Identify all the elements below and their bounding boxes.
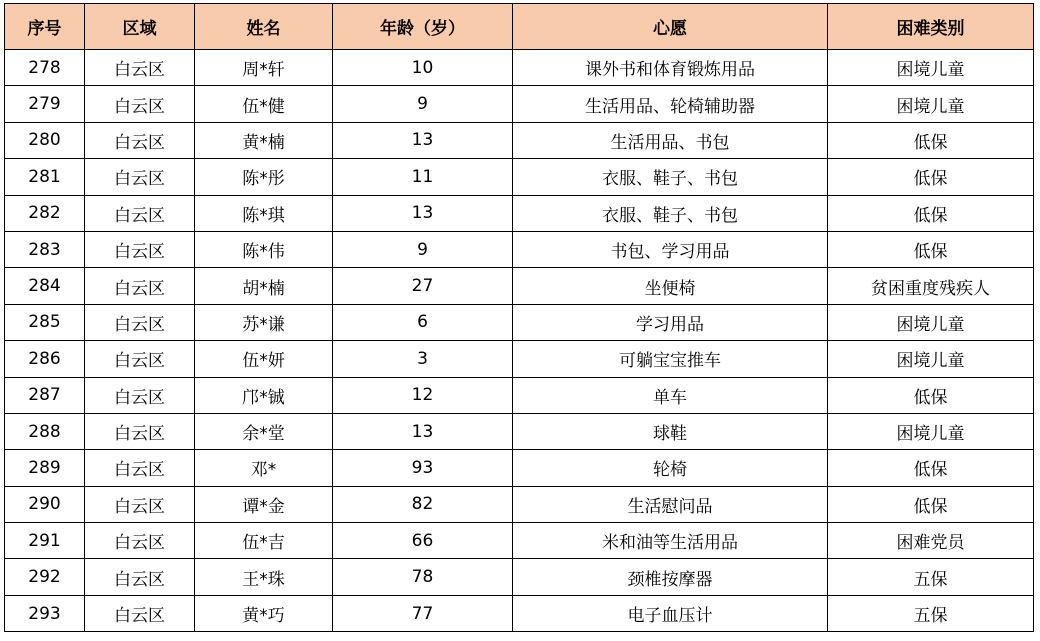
cell-serial: 293 [5, 595, 85, 631]
cell-region: 白云区 [85, 304, 195, 340]
table-row [5, 486, 1034, 522]
cell-name: 王*珠 [195, 559, 333, 595]
cell-serial: 279 [5, 86, 85, 122]
table-row [5, 595, 1034, 631]
cell-hardship-category: 低保 [828, 122, 1034, 158]
cell-age: 3 [333, 341, 513, 377]
cell-name: 余*堂 [195, 413, 333, 449]
cell-region: 白云区 [85, 195, 195, 231]
table-row [5, 523, 1034, 559]
table-row [5, 195, 1034, 231]
cell-age: 6 [333, 304, 513, 340]
cell-hardship-category: 困境儿童 [828, 86, 1034, 122]
cell-region: 白云区 [85, 377, 195, 413]
cell-name: 邓* [195, 450, 333, 486]
cell-region: 白云区 [85, 413, 195, 449]
cell-wish: 球鞋 [513, 413, 828, 449]
table-row [5, 304, 1034, 340]
cell-hardship-category: 低保 [828, 159, 1034, 195]
cell-serial: 286 [5, 341, 85, 377]
cell-serial: 284 [5, 268, 85, 304]
cell-age: 66 [333, 523, 513, 559]
table-row [5, 559, 1034, 595]
header-serial: 序号 [5, 4, 85, 50]
table-row [5, 413, 1034, 449]
cell-age: 11 [333, 159, 513, 195]
cell-hardship-category: 困境儿童 [828, 304, 1034, 340]
cell-wish: 坐便椅 [513, 268, 828, 304]
cell-serial: 291 [5, 523, 85, 559]
cell-hardship-category: 困境儿童 [828, 50, 1034, 86]
cell-name: 陈*伟 [195, 231, 333, 267]
cell-wish: 颈椎按摩器 [513, 559, 828, 595]
cell-region: 白云区 [85, 231, 195, 267]
cell-wish: 轮椅 [513, 450, 828, 486]
cell-serial: 285 [5, 304, 85, 340]
cell-region: 白云区 [85, 86, 195, 122]
cell-serial: 282 [5, 195, 85, 231]
table-body [5, 50, 1034, 632]
cell-hardship-category: 低保 [828, 377, 1034, 413]
cell-age: 27 [333, 268, 513, 304]
cell-hardship-category: 低保 [828, 486, 1034, 522]
cell-name: 谭*金 [195, 486, 333, 522]
cell-hardship-category: 贫困重度残疾人 [828, 268, 1034, 304]
cell-name: 陈*琪 [195, 195, 333, 231]
cell-region: 白云区 [85, 159, 195, 195]
cell-age: 13 [333, 122, 513, 158]
header-age: 年龄（岁） [333, 4, 513, 50]
table-row [5, 377, 1034, 413]
cell-wish: 生活用品、书包 [513, 122, 828, 158]
cell-hardship-category: 五保 [828, 595, 1034, 631]
header-region: 区域 [85, 4, 195, 50]
cell-wish: 课外书和体育锻炼用品 [513, 50, 828, 86]
cell-hardship-category: 五保 [828, 559, 1034, 595]
cell-region: 白云区 [85, 595, 195, 631]
cell-serial: 289 [5, 450, 85, 486]
cell-region: 白云区 [85, 50, 195, 86]
cell-age: 93 [333, 450, 513, 486]
cell-name: 黄*巧 [195, 595, 333, 631]
cell-age: 10 [333, 50, 513, 86]
cell-region: 白云区 [85, 268, 195, 304]
table-header-row [5, 4, 1034, 50]
cell-age: 9 [333, 231, 513, 267]
cell-age: 78 [333, 559, 513, 595]
cell-age: 12 [333, 377, 513, 413]
table-row [5, 341, 1034, 377]
cell-hardship-category: 困难党员 [828, 523, 1034, 559]
cell-wish: 电子血压计 [513, 595, 828, 631]
cell-wish: 生活用品、轮椅辅助器 [513, 86, 828, 122]
table-row [5, 231, 1034, 267]
cell-name: 苏*谦 [195, 304, 333, 340]
table-row [5, 159, 1034, 195]
cell-region: 白云区 [85, 341, 195, 377]
table-row [5, 268, 1034, 304]
cell-wish: 生活慰问品 [513, 486, 828, 522]
cell-region: 白云区 [85, 559, 195, 595]
cell-name: 黄*楠 [195, 122, 333, 158]
cell-age: 77 [333, 595, 513, 631]
table-row [5, 450, 1034, 486]
cell-wish: 学习用品 [513, 304, 828, 340]
header-name: 姓名 [195, 4, 333, 50]
table-row [5, 86, 1034, 122]
cell-region: 白云区 [85, 450, 195, 486]
cell-region: 白云区 [85, 122, 195, 158]
cell-age: 13 [333, 195, 513, 231]
cell-name: 胡*楠 [195, 268, 333, 304]
cell-age: 13 [333, 413, 513, 449]
cell-name: 伍*健 [195, 86, 333, 122]
header-wish: 心愿 [513, 4, 828, 50]
cell-age: 9 [333, 86, 513, 122]
wish-list-table [4, 3, 1034, 632]
cell-wish: 可躺宝宝推车 [513, 341, 828, 377]
cell-serial: 278 [5, 50, 85, 86]
cell-serial: 283 [5, 231, 85, 267]
cell-hardship-category: 困境儿童 [828, 413, 1034, 449]
table-row [5, 50, 1034, 86]
cell-age: 82 [333, 486, 513, 522]
cell-region: 白云区 [85, 523, 195, 559]
table-row [5, 122, 1034, 158]
cell-wish: 米和油等生活用品 [513, 523, 828, 559]
cell-wish: 衣服、鞋子、书包 [513, 195, 828, 231]
cell-hardship-category: 低保 [828, 231, 1034, 267]
header-hardship-category: 困难类别 [828, 4, 1034, 50]
cell-hardship-category: 低保 [828, 450, 1034, 486]
cell-serial: 292 [5, 559, 85, 595]
cell-wish: 书包、学习用品 [513, 231, 828, 267]
cell-name: 陈*彤 [195, 159, 333, 195]
cell-name: 周*轩 [195, 50, 333, 86]
cell-region: 白云区 [85, 486, 195, 522]
cell-name: 伍*妍 [195, 341, 333, 377]
cell-serial: 288 [5, 413, 85, 449]
cell-name: 伍*吉 [195, 523, 333, 559]
cell-hardship-category: 困境儿童 [828, 341, 1034, 377]
cell-serial: 280 [5, 122, 85, 158]
cell-wish: 衣服、鞋子、书包 [513, 159, 828, 195]
cell-serial: 281 [5, 159, 85, 195]
cell-name: 邝*铖 [195, 377, 333, 413]
cell-wish: 单车 [513, 377, 828, 413]
cell-serial: 290 [5, 486, 85, 522]
cell-hardship-category: 低保 [828, 195, 1034, 231]
cell-serial: 287 [5, 377, 85, 413]
